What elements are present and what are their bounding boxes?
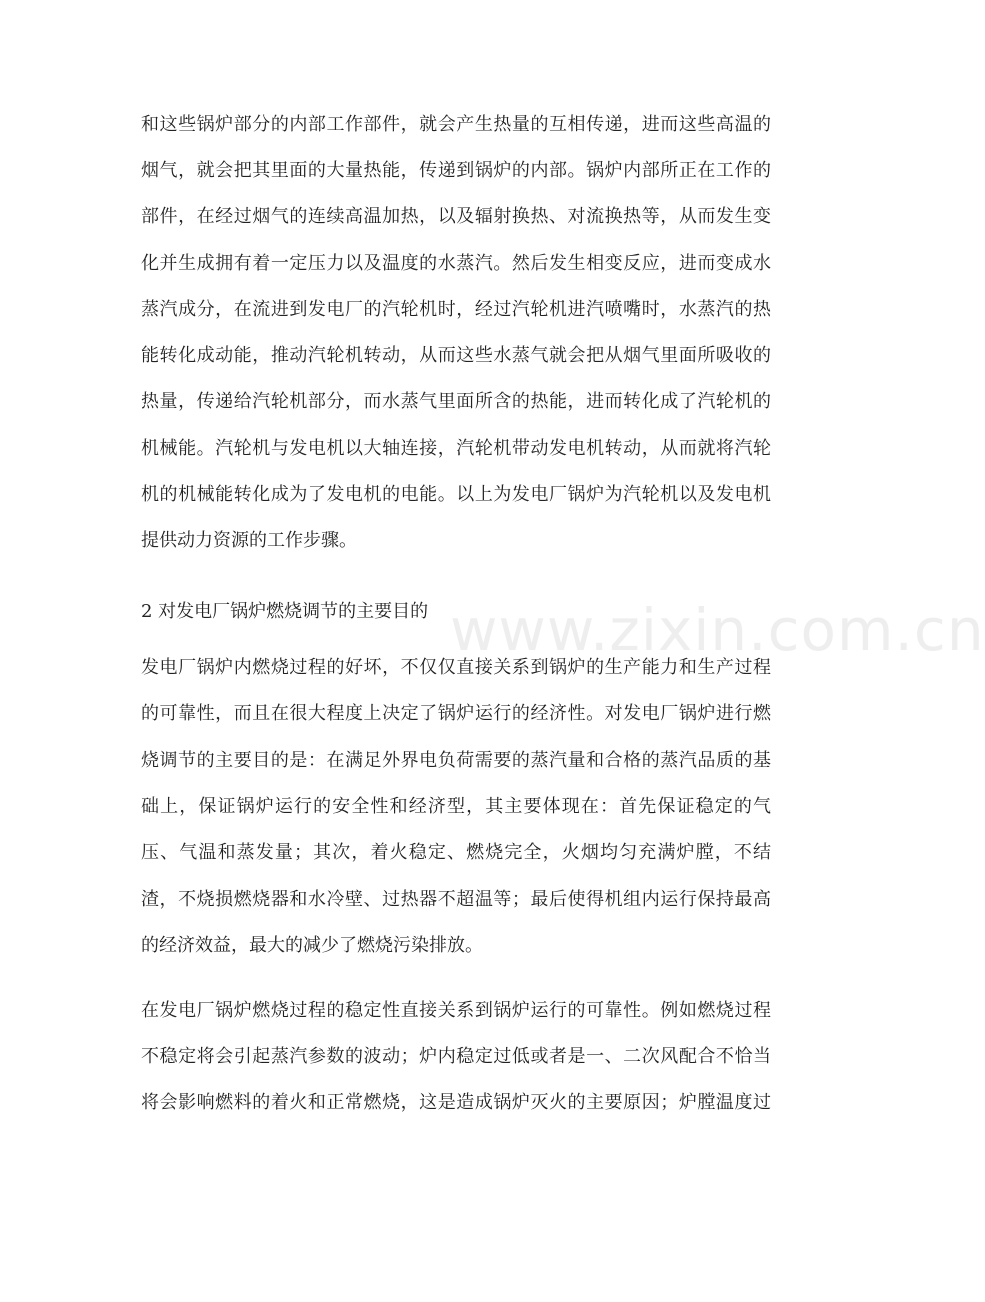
text-line: 烧调节的主要目的是：在满足外界电负荷需要的蒸汽量和合格的蒸汽品质的基 [141, 750, 771, 771]
text-line: 机的机械能转化成为了发电机的电能。以上为发电厂锅炉为汽轮机以及发电机 [141, 484, 771, 505]
text-line: 础上，保证锅炉运行的安全性和经济型，其主要体现在：首先保证稳定的气 [141, 796, 771, 817]
text-line: 热量，传递给汽轮机部分，而水蒸气里面所含的热能，进而转化成了汽轮机的 [141, 391, 771, 412]
text-line: 部件，在经过烟气的连续高温加热，以及辐射换热、对流换热等，从而发生变 [141, 206, 771, 227]
text-line: 蒸汽成分，在流进到发电厂的汽轮机时，经过汽轮机进汽喷嘴时，水蒸汽的热 [141, 299, 771, 320]
text-line: 的经济效益，最大的减少了燃烧污染排放。 [141, 935, 483, 956]
watermark: www.zixin.com.cn [450, 596, 985, 664]
text-line: 机械能。汽轮机与发电机以大轴连接，汽轮机带动发电机转动，从而就将汽轮 [141, 438, 771, 459]
text-line: 和这些锅炉部分的内部工作部件，就会产生热量的互相传递，进而这些高温的 [141, 114, 771, 135]
text-line: 压、气温和蒸发量；其次，着火稳定、燃烧完全，火烟均匀充满炉膛，不结 [141, 842, 771, 863]
heading-text: 2 对发电厂锅炉燃烧调节的主要目的 [141, 601, 429, 622]
text-line: 在发电厂锅炉燃烧过程的稳定性直接关系到锅炉运行的可靠性。例如燃烧过程 [141, 1000, 771, 1021]
text-line: 不稳定将会引起蒸汽参数的波动；炉内稳定过低或者是一、二次风配合不恰当 [141, 1046, 771, 1067]
text-line: 化并生成拥有着一定压力以及温度的水蒸汽。然后发生相变反应，进而变成水 [141, 253, 771, 274]
text-line: 发电厂锅炉内燃烧过程的好坏，不仅仅直接关系到锅炉的生产能力和生产过程 [141, 657, 771, 678]
text-line: 的可靠性，而且在很大程度上决定了锅炉运行的经济性。对发电厂锅炉进行燃 [141, 703, 771, 724]
text-line: 烟气，就会把其里面的大量热能，传递到锅炉的内部。锅炉内部所正在工作的 [141, 160, 771, 181]
text-line: 提供动力资源的工作步骤。 [141, 530, 357, 551]
text-line: 将会影响燃料的着火和正常燃烧，这是造成锅炉灭火的主要原因；炉膛温度过 [141, 1092, 771, 1113]
text-line: 能转化成动能，推动汽轮机转动，从而这些水蒸气就会把从烟气里面所吸收的 [141, 345, 771, 366]
text-line: 渣，不烧损燃烧器和水冷壁、过热器不超温等；最后使得机组内运行保持最高 [141, 889, 771, 910]
